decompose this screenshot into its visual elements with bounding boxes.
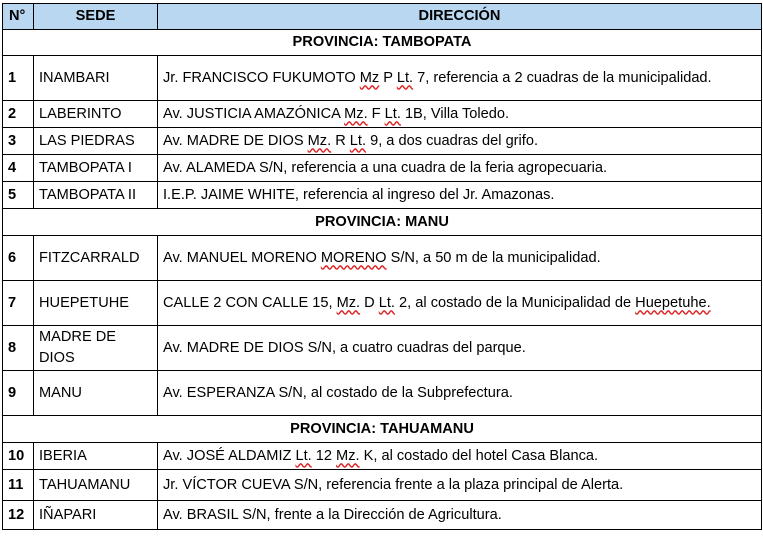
row-direccion: I.E.P. JAIME WHITE, referencia al ingreso del Jr. Amazonas. [158, 182, 762, 209]
table-row [3, 501, 762, 530]
table-row [3, 101, 762, 128]
province-row [3, 416, 762, 443]
header-row [3, 4, 762, 30]
sedes-table [2, 3, 762, 530]
table-row [3, 443, 762, 470]
row-num: 11 [3, 470, 34, 501]
header-num: N° [3, 4, 34, 30]
row-num: 7 [3, 281, 34, 326]
row-direccion: Av. JUSTICIA AMAZÓNICA Mz. F Lt. 1B, Villa Toledo. [158, 101, 762, 128]
row-sede: LABERINTO [34, 101, 158, 128]
province-title: PROVINCIA: TAMBOPATA [3, 30, 762, 56]
table-row [3, 182, 762, 209]
row-direccion: Av. MADRE DE DIOS Mz. R Lt. 9, a dos cuadras del grifo. [158, 128, 762, 155]
row-sede: LAS PIEDRAS [34, 128, 158, 155]
row-num: 12 [3, 501, 34, 530]
row-num: 6 [3, 236, 34, 281]
row-direccion: Av. MANUEL MORENO MORENO S/N, a 50 m de la municipalidad. [158, 236, 762, 281]
province-title: PROVINCIA: TAHUAMANU [3, 416, 762, 443]
row-direccion: Av. JOSÉ ALDAMIZ Lt. 12 Mz. K, al costado del hotel Casa Blanca. [158, 443, 762, 470]
row-direccion: Jr. FRANCISCO FUKUMOTO Mz P Lt. 7, referencia a 2 cuadras de la municipalidad. [158, 56, 762, 101]
row-sede: HUEPETUHE [34, 281, 158, 326]
row-num: 9 [3, 371, 34, 416]
row-num: 4 [3, 155, 34, 182]
header-direccion: DIRECCIÓN [158, 4, 762, 30]
table-row [3, 128, 762, 155]
header-sede: SEDE [34, 4, 158, 30]
table-row [3, 56, 762, 101]
row-num: 8 [3, 326, 34, 371]
row-direccion: Av. ALAMEDA S/N, referencia a una cuadra de la feria agropecuaria. [158, 155, 762, 182]
province-title: PROVINCIA: MANU [3, 209, 762, 236]
table-row [3, 236, 762, 281]
row-sede: TAMBOPATA II [34, 182, 158, 209]
table-row [3, 371, 762, 416]
row-sede: MADRE DE DIOS [34, 326, 158, 371]
province-row [3, 30, 762, 56]
row-sede: TAMBOPATA I [34, 155, 158, 182]
table-row [3, 326, 762, 371]
row-sede: INAMBARI [34, 56, 158, 101]
row-direccion: Av. MADRE DE DIOS S/N, a cuatro cuadras del parque. [158, 326, 762, 371]
row-num: 5 [3, 182, 34, 209]
row-direccion: Av. BRASIL S/N, frente a la Dirección de Agricultura. [158, 501, 762, 530]
row-sede: FITZCARRALD [34, 236, 158, 281]
row-sede: IBERIA [34, 443, 158, 470]
province-row [3, 209, 762, 236]
row-num: 1 [3, 56, 34, 101]
row-num: 3 [3, 128, 34, 155]
row-sede: IÑAPARI [34, 501, 158, 530]
row-num: 10 [3, 443, 34, 470]
table-row [3, 155, 762, 182]
row-direccion: CALLE 2 CON CALLE 15, Mz. D Lt. 2, al costado de la Municipalidad de Huepetuhe. [158, 281, 762, 326]
row-num: 2 [3, 101, 34, 128]
table-row [3, 281, 762, 326]
row-sede: TAHUAMANU [34, 470, 158, 501]
row-direccion: Jr. VÍCTOR CUEVA S/N, referencia frente a la plaza principal de Alerta. [158, 470, 762, 501]
table-row [3, 470, 762, 501]
row-sede: MANU [34, 371, 158, 416]
row-direccion: Av. ESPERANZA S/N, al costado de la Subprefectura. [158, 371, 762, 416]
